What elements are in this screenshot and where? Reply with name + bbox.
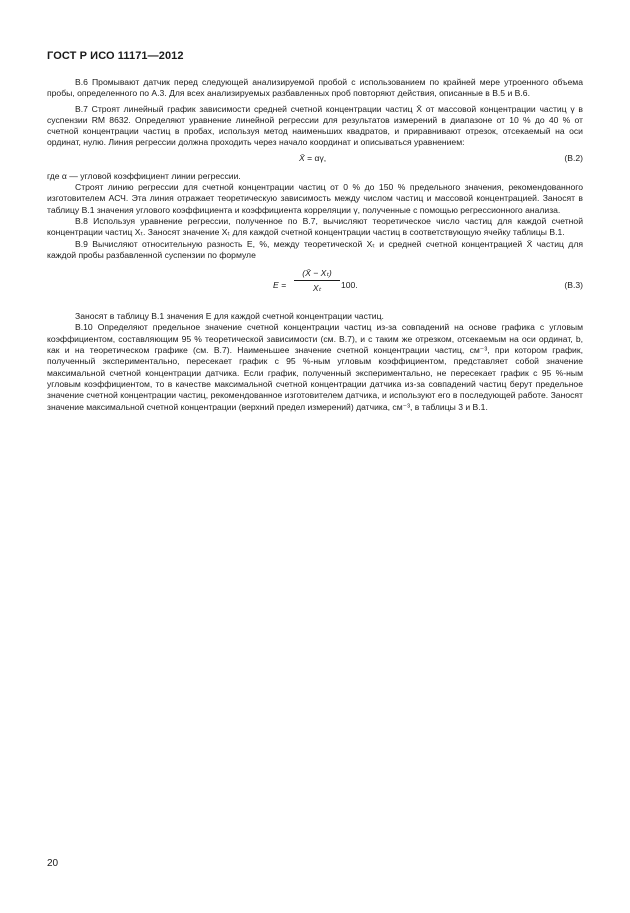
paragraph-b6: В.6 Промывают датчик перед следующей анализируемой пробой с использованием по крайней мере утроенного объема пробы, определенного по А.3. Для всех анализируемых разбавленных проб повторяют действия, описанные в В.5 и В.6.	[47, 77, 583, 99]
equation-b2-rhs: = αγ,	[307, 152, 327, 163]
equation-b3-fraction	[294, 268, 340, 295]
equation-b2-lhs: X̄	[299, 152, 305, 163]
equation-b2	[47, 149, 583, 169]
equation-b3	[47, 267, 583, 305]
equation-b3-denominator: Xₜ	[312, 283, 322, 294]
equation-b3-factor: 100.	[341, 280, 358, 291]
equation-b2-number: (B.2)	[564, 152, 583, 163]
document-body	[47, 77, 583, 413]
paragraph-b8: В.8 Используя уравнение регрессии, полученное по В.7, вычисляют теоретическое число частиц для каждой счетной концентрации частиц Xₜ. Заносят значение Xₜ для каждой счетной концентрации частиц в соответствующую ячейку таблицы В.1.	[47, 215, 583, 238]
paragraph-enter-e: Заносят в таблицу В.1 значения E для каждой счетной концентрации частиц.	[75, 311, 384, 322]
paragraph-regression-line: Строят линию регрессии для счетной концентрации частиц от 0 % до 150 % предельного значения, рекомендованного изготовителем АСЧ. Эта линия отражает теоретическую зависимость между числом частиц и массовой концентрацией. Заносят в таблицу В.1 значения углового коэффициента и коэффициента корреляции γ, полученные с помощью регрессионного анализа.	[47, 182, 583, 215]
paragraph-where-alpha: где α — угловой коэффициент линии регрессии.	[47, 170, 241, 181]
paragraph-b9: В.9 Вычисляют относительную разность E, %, между теоретической Xₜ и средней счетной концентрацией X̄ частиц для каждой пробы разбавленной суспензии по формуле	[47, 238, 583, 260]
equation-b3-lhs: E =	[273, 280, 287, 291]
paragraph-b10: В.10 Определяют предельное значение счетной концентрации частиц из-за совпадений на основе графика с угловым коэффициентом, составляющим 95 % теоретической зависимости (см. В.7), и с таким же отрезком, отсекаемым на оси ординат, b, как и на теоретическом графике (см. В.7). Наименьшее значение счетной концентрации частиц, см⁻³, при котором график, полученный экспериментально, пересекает график с 95 %-ным угловым коэффициентом, представляет собой значение максимальной счетной концентрации датчика. Если график, полученный экспериментально, не пересекает график с 95 %-ным угловым коэффициентом, то в качестве максимальной счетной концентрации датчика из-за совпадений частиц берут предельное значение счетной концентрации частиц, рекомендованное изготовителем датчика, и используют его в последующей работе. Заносят значение максимальной счетной концентрации (верхний предел измерений) датчика, см⁻³, в таблицы 3 и В.1.	[47, 322, 583, 412]
equation-b3-numerator: (X̄ − Xₜ)	[294, 268, 340, 281]
equation-b2-formula	[299, 153, 326, 164]
equation-b3-number: (B.3)	[564, 280, 583, 291]
paragraph-b7: В.7 Строят линейный график зависимости средней счетной концентрации частиц X̄ от массовой концентрации частиц γ в суспензии RM 8632. Определяют уравнение линейной регрессии для результатов измерений в диапазоне от 10 % до 40 % от счетной концентрации частиц в пробах, используя метод наименьших квадратов, и приравнивают отрезок, отсекаемый на оси ординат, нулю. Линия регрессии должна проходить через начало координат и описываться уравнением:	[47, 103, 583, 148]
document-header: ГОСТ Р ИСО 11171—2012	[47, 50, 184, 62]
page-number: 20	[47, 858, 59, 869]
